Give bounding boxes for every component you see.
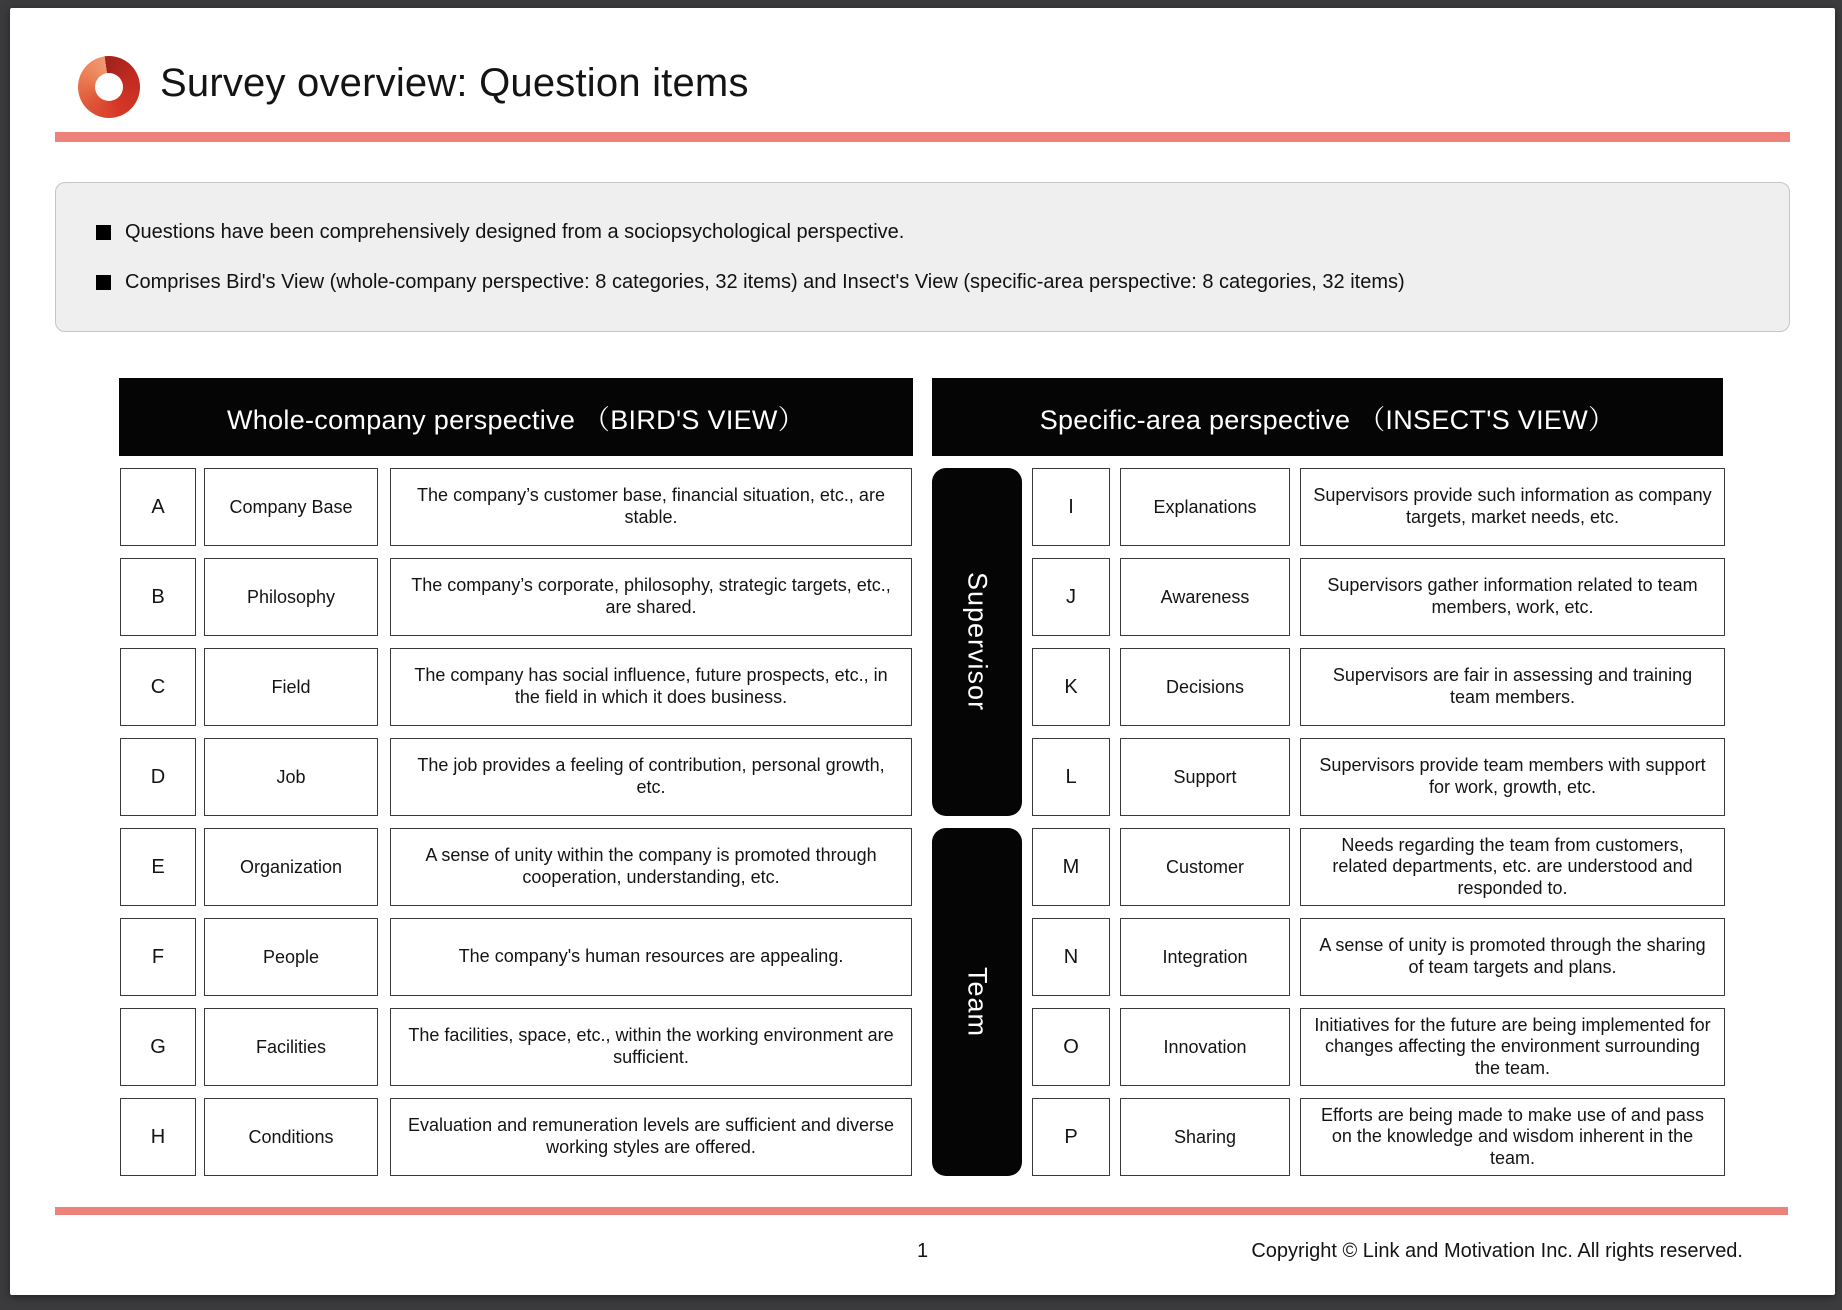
row-description: Evaluation and remuneration levels are sufficient and diverse working styles are offered. (390, 1098, 912, 1176)
row-category: Support (1120, 738, 1290, 816)
row-description: The company has social influence, future prospects, etc., in the field in which it does business. (390, 648, 912, 726)
group-label-team: Team (932, 828, 1022, 1176)
row-letter: D (120, 738, 196, 816)
copyright-text: Copyright © Link and Motivation Inc. All rights reserved. (1251, 1240, 1743, 1262)
footer-accent-rule (55, 1207, 1788, 1215)
row-letter: O (1032, 1008, 1110, 1086)
row-category: Explanations (1120, 468, 1290, 546)
row-category: Innovation (1120, 1008, 1290, 1086)
row-category: Integration (1120, 918, 1290, 996)
row-category: Awareness (1120, 558, 1290, 636)
row-description: A sense of unity within the company is promoted through cooperation, understanding, etc. (390, 828, 912, 906)
row-category: Field (204, 648, 378, 726)
row-category: Facilities (204, 1008, 378, 1086)
group-label-supervisor: Supervisor (932, 468, 1022, 816)
row-description: Needs regarding the team from customers, related departments, etc. are understood and responded to. (1300, 828, 1725, 906)
row-description: Supervisors provide team members with support for work, growth, etc. (1300, 738, 1725, 816)
row-category: Decisions (1120, 648, 1290, 726)
row-letter: J (1032, 558, 1110, 636)
row-category: Sharing (1120, 1098, 1290, 1176)
row-description: Supervisors are fair in assessing and training team members. (1300, 648, 1725, 726)
row-letter: L (1032, 738, 1110, 816)
row-description: The job provides a feeling of contribution, personal growth, etc. (390, 738, 912, 816)
summary-box (55, 182, 1790, 332)
row-letter: K (1032, 648, 1110, 726)
row-letter: E (120, 828, 196, 906)
birds-view-table-header: Whole-company perspective （BIRD'S VIEW） (119, 378, 913, 456)
row-letter: P (1032, 1098, 1110, 1176)
row-letter: F (120, 918, 196, 996)
row-description: Efforts are being made to make use of and pass on the knowledge and wisdom inherent in the team. (1300, 1098, 1725, 1176)
row-description: The company’s customer base, financial situation, etc., are stable. (390, 468, 912, 546)
row-description: Supervisors provide such information as company targets, market needs, etc. (1300, 468, 1725, 546)
page-title: Survey overview: Question items (160, 61, 749, 105)
row-description: A sense of unity is promoted through the sharing of team targets and plans. (1300, 918, 1725, 996)
row-letter: G (120, 1008, 196, 1086)
square-bullet-icon (96, 275, 111, 290)
row-category: Company Base (204, 468, 378, 546)
row-letter: H (120, 1098, 196, 1176)
row-letter: I (1032, 468, 1110, 546)
row-description: The company’s corporate, philosophy, strategic targets, etc., are shared. (390, 558, 912, 636)
row-letter: N (1032, 918, 1110, 996)
row-category: People (204, 918, 378, 996)
row-category: Organization (204, 828, 378, 906)
row-category: Job (204, 738, 378, 816)
link-and-motivation-logo-icon (78, 56, 140, 118)
summary-bullet-2-text: Comprises Bird's View (whole-company perspective: 8 categories, 32 items) and Insect's View (specific-area perspective: 8 categories, 32 items) (125, 270, 1405, 293)
row-description: Supervisors gather information related to team members, work, etc. (1300, 558, 1725, 636)
header-accent-rule (55, 132, 1790, 142)
row-description: The facilities, space, etc., within the working environment are sufficient. (390, 1008, 912, 1086)
document-page (10, 8, 1835, 1295)
row-letter: M (1032, 828, 1110, 906)
insects-view-table-header: Specific-area perspective （INSECT'S VIEW） (932, 378, 1723, 456)
square-bullet-icon (96, 225, 111, 240)
summary-bullet-1-text: Questions have been comprehensively designed from a sociopsychological perspective. (125, 220, 905, 243)
row-description: The company's human resources are appealing. (390, 918, 912, 996)
row-category: Conditions (204, 1098, 378, 1176)
row-letter: C (120, 648, 196, 726)
summary-bullet-2 (96, 271, 1789, 294)
page-number: 1 (916, 1240, 929, 1262)
row-letter: B (120, 558, 196, 636)
row-category: Philosophy (204, 558, 378, 636)
row-letter: A (120, 468, 196, 546)
summary-bullet-1 (96, 221, 1789, 244)
row-description: Initiatives for the future are being implemented for changes affecting the environment surrounding the team. (1300, 1008, 1725, 1086)
row-category: Customer (1120, 828, 1290, 906)
